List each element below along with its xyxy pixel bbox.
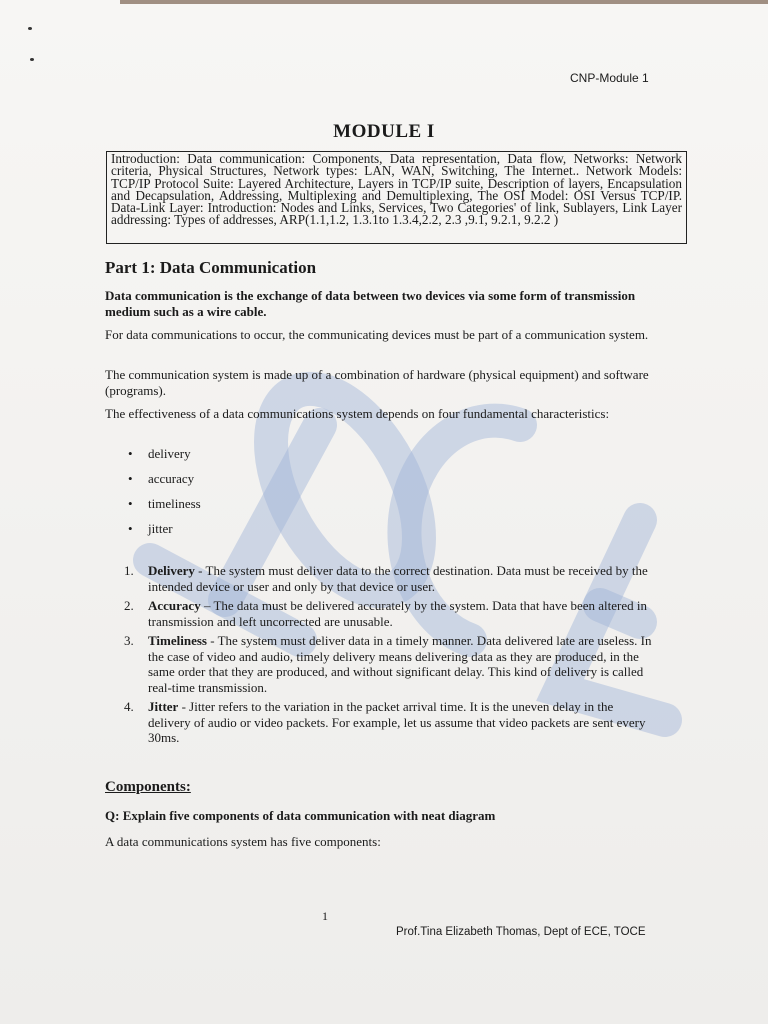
numbered-item-accuracy: 2. Accuracy – The data must be delivered accurately by the system. Data that have been altered in transmission and left uncorrected are unusable.	[124, 598, 647, 629]
paragraph-hardware-software: The communication system is made up of a combination of hardware (physical equipment) and software (programs).	[105, 367, 649, 398]
scan-speck	[30, 58, 34, 61]
module-title: MODULE I	[333, 121, 435, 142]
list-item: • timeliness	[128, 496, 201, 511]
footer-author: Prof.Tina Elizabeth Thomas, Dept of ECE, TOCE	[396, 926, 646, 938]
bullet-icon: •	[128, 521, 133, 536]
list-item: • delivery	[128, 446, 191, 461]
numbered-item-delivery: 1. Delivery - The system must deliver data to the correct destination. Data must be received by the intended device or user and only by that device or user.	[124, 563, 648, 594]
list-item: • jitter	[128, 521, 173, 536]
syllabus-box	[106, 151, 687, 244]
components-heading: Components:	[105, 779, 191, 795]
module-code-label: CNP-Module 1	[570, 71, 649, 85]
scan-speck	[28, 27, 32, 30]
bullet-icon: •	[128, 496, 133, 511]
bullet-icon: •	[128, 471, 133, 486]
definition-paragraph: Data communication is the exchange of data between two devices via some form of transmission medium such as a wire cable.	[105, 288, 636, 319]
syllabus-text: Introduction: Data communication: Components, Data representation, Data flow, Networks: Network criteria, Physical Structures, Network types: LAN, WAN, Switching, The Internet.. Network Models: TCP/IP Protocol Suite: Layered Architecture, Layers in TCP/IP suite, Description of layers, Encapsulation and Decapsulation, Addressing, Multiplexing and Demultiplexing, The OSI Model: OSI Versus TCP/IP. Data-Link Layer: Introduction: Nodes and Links, Services, Two Categories' of link, Sublayers, Link Layer addressing: Types of addresses, ARP(1.1,1.2, 1.3.1to 1.3.4,2.2, 2.3 ,9.1, 9.2.1, 9.2.2 )	[111, 151, 682, 228]
numbered-item-jitter: 4. Jitter - Jitter refers to the variation in the packet arrival time. It is the uneven delay in the delivery of audio or video packets. For example, let us assume that video packets are sent every 30ms.	[124, 699, 646, 745]
characteristics-list	[128, 446, 201, 546]
numbered-item-timeliness: 3. Timeliness - The system must deliver data in a timely manner. Data delivered late are useless. In the case of video and audio, timely delivery means delivering data as they are produced, in the same order that they are produced, and without significant delay. This kind of delivery is called real-time transmission.	[124, 633, 652, 695]
paragraph-characteristics: The effectiveness of a data communications system depends on four fundamental characteristics:	[105, 406, 610, 421]
characteristics-detail-list	[124, 563, 652, 750]
components-intro: A data communications system has five components:	[105, 834, 381, 849]
page-top-edge	[120, 0, 768, 4]
list-item: • accuracy	[128, 471, 195, 486]
question-line: Q: Explain five components of data communication with neat diagram	[105, 808, 496, 823]
bullet-icon: •	[128, 446, 133, 461]
page-number: 1	[322, 909, 328, 923]
paragraph-communication-system: For data communications to occur, the communicating devices must be part of a communication system.	[105, 327, 649, 342]
part1-heading: Part 1: Data Communication	[105, 258, 317, 277]
